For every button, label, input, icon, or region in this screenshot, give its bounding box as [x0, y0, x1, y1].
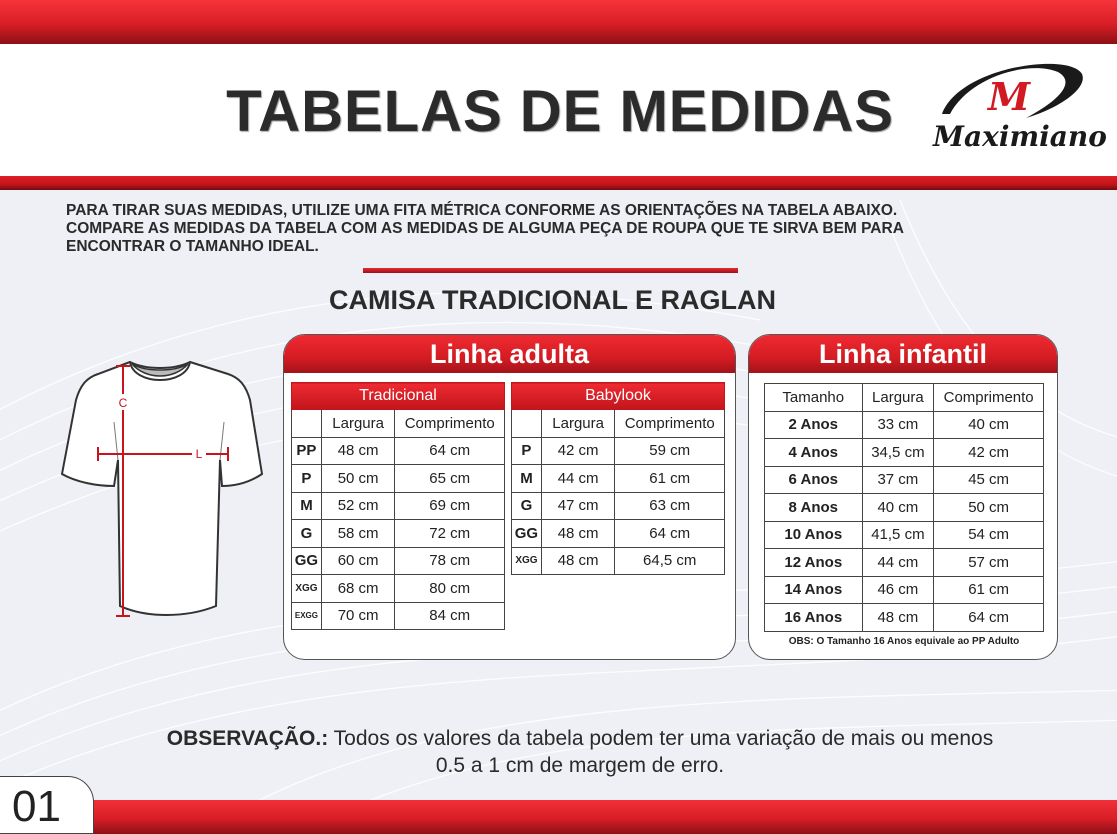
kids-panel — [748, 334, 1058, 660]
table-row — [292, 492, 505, 520]
header-cell: Tamanho — [765, 384, 863, 412]
size-cell: GG — [292, 547, 322, 575]
logo-text: Maximiano — [933, 120, 1107, 153]
table-row — [765, 494, 1044, 522]
instructions-line: PARA TIRAR SUAS MEDIDAS, UTILIZE UMA FITA MÉTRICA CONFORME AS ORIENTAÇÕES NA TABELA ABAIXO. — [66, 202, 898, 219]
section-title: CAMISA TRADICIONAL E RAGLAN — [329, 285, 776, 315]
length-cell: 72 cm — [395, 520, 505, 548]
length-cell: 84 cm — [395, 602, 505, 630]
width-cell: 52 cm — [321, 492, 395, 520]
age-cell: 2 Anos — [765, 411, 863, 439]
length-cell: 65 cm — [395, 465, 505, 493]
table-row — [765, 549, 1044, 577]
length-cell: 63 cm — [615, 492, 725, 520]
instructions-line: ENCONTRAR O TAMANHO IDEAL. — [66, 238, 319, 255]
age-cell: 16 Anos — [765, 604, 863, 632]
observation-label: OBSERVAÇÃO.: — [166, 727, 329, 750]
section-divider — [363, 268, 738, 273]
header-cell: Largura — [321, 410, 395, 438]
width-cell: 47 cm — [541, 492, 615, 520]
size-cell: EXGG — [292, 602, 322, 630]
table-row — [292, 520, 505, 548]
width-cell: 68 cm — [321, 575, 395, 603]
table-row — [512, 547, 725, 575]
size-cell: M — [292, 492, 322, 520]
header-red-line — [0, 176, 1117, 190]
length-cell: 64 cm — [615, 520, 725, 548]
length-cell: 57 cm — [934, 549, 1044, 577]
width-cell: 40 cm — [862, 494, 934, 522]
table-row — [512, 465, 725, 493]
width-cell: 41,5 cm — [862, 521, 934, 549]
instructions-text — [66, 202, 1066, 256]
observation-line-1: Todos os valores da tabela podem ter uma variação de mais ou menos — [333, 727, 994, 750]
width-cell: 70 cm — [321, 602, 395, 630]
length-cell: 64 cm — [395, 437, 505, 465]
width-cell: 34,5 cm — [862, 439, 934, 467]
width-cell: 50 cm — [321, 465, 395, 493]
header-cell: Largura — [862, 384, 934, 412]
table-row — [292, 437, 505, 465]
length-cell: 40 cm — [934, 411, 1044, 439]
shirt-measure-diagram — [56, 356, 268, 626]
kids-table — [764, 383, 1044, 632]
width-cell: 46 cm — [862, 576, 934, 604]
length-cell: 80 cm — [395, 575, 505, 603]
babylook-title: Babylook — [512, 383, 725, 410]
width-cell: 60 cm — [321, 547, 395, 575]
age-cell: 12 Anos — [765, 549, 863, 577]
age-cell: 10 Anos — [765, 521, 863, 549]
width-label: L — [195, 447, 203, 461]
table-row — [765, 439, 1044, 467]
babylook-table — [511, 382, 725, 575]
age-cell: 8 Anos — [765, 494, 863, 522]
length-cell: 69 cm — [395, 492, 505, 520]
length-cell: 59 cm — [615, 437, 725, 465]
size-cell: PP — [292, 437, 322, 465]
tradicional-table — [291, 382, 505, 630]
tradicional-title: Tradicional — [292, 383, 505, 410]
header-cell: Comprimento — [615, 410, 725, 438]
adult-panel-title: Linha adulta — [284, 335, 735, 373]
length-cell: 50 cm — [934, 494, 1044, 522]
table-row — [512, 492, 725, 520]
width-cell: 58 cm — [321, 520, 395, 548]
size-cell: XGG — [512, 547, 542, 575]
length-cell: 64,5 cm — [615, 547, 725, 575]
length-cell: 42 cm — [934, 439, 1044, 467]
size-cell: P — [512, 437, 542, 465]
kids-panel-title: Linha infantil — [749, 335, 1057, 373]
adult-panel — [283, 334, 736, 660]
size-cell: GG — [512, 520, 542, 548]
size-cell: G — [292, 520, 322, 548]
width-cell: 48 cm — [862, 604, 934, 632]
length-cell: 45 cm — [934, 466, 1044, 494]
header-cell — [292, 410, 322, 438]
table-header-row — [765, 384, 1044, 412]
table-row — [292, 602, 505, 630]
table-row — [292, 575, 505, 603]
table-row — [765, 576, 1044, 604]
page-number: 01 — [12, 782, 61, 831]
table-header-row — [292, 410, 505, 438]
size-cell: G — [512, 492, 542, 520]
length-cell: 78 cm — [395, 547, 505, 575]
logo-monogram: M — [988, 74, 1031, 119]
length-cell: 61 cm — [934, 576, 1044, 604]
length-cell: 61 cm — [615, 465, 725, 493]
table-row — [765, 411, 1044, 439]
age-cell: 14 Anos — [765, 576, 863, 604]
width-cell: 48 cm — [321, 437, 395, 465]
header-cell: Comprimento — [934, 384, 1044, 412]
header-cell — [512, 410, 542, 438]
top-red-band — [0, 0, 1117, 44]
width-cell: 37 cm — [862, 466, 934, 494]
size-cell: M — [512, 465, 542, 493]
observation-line-2: 0.5 a 1 cm de margem de erro. — [435, 754, 725, 777]
instructions-line: COMPARE AS MEDIDAS DA TABELA COM AS MEDIDAS DE ALGUMA PEÇA DE ROUPA QUE TE SIRVA BEM PARA — [66, 220, 904, 237]
table-row — [765, 521, 1044, 549]
size-cell: P — [292, 465, 322, 493]
width-cell: 44 cm — [862, 549, 934, 577]
age-cell: 6 Anos — [765, 466, 863, 494]
width-cell: 44 cm — [541, 465, 615, 493]
width-cell: 33 cm — [862, 411, 934, 439]
kids-note: OBS: O Tamanho 16 Anos equivale ao PP Adulto — [788, 636, 1020, 647]
length-cell: 64 cm — [934, 604, 1044, 632]
table-row — [765, 466, 1044, 494]
bottom-red-band — [0, 800, 1117, 834]
header-cell: Comprimento — [395, 410, 505, 438]
table-header-row — [512, 410, 725, 438]
width-cell: 48 cm — [541, 547, 615, 575]
width-cell: 48 cm — [541, 520, 615, 548]
length-label: C — [118, 396, 128, 410]
header-cell: Largura — [541, 410, 615, 438]
size-cell: XGG — [292, 575, 322, 603]
table-row — [512, 437, 725, 465]
age-cell: 4 Anos — [765, 439, 863, 467]
observation-note — [60, 725, 1100, 779]
table-row — [765, 604, 1044, 632]
width-cell: 42 cm — [541, 437, 615, 465]
page-title: TABELAS DE MEDIDAS — [226, 79, 894, 144]
table-row — [512, 520, 725, 548]
length-cell: 54 cm — [934, 521, 1044, 549]
table-row — [292, 547, 505, 575]
table-row — [292, 465, 505, 493]
